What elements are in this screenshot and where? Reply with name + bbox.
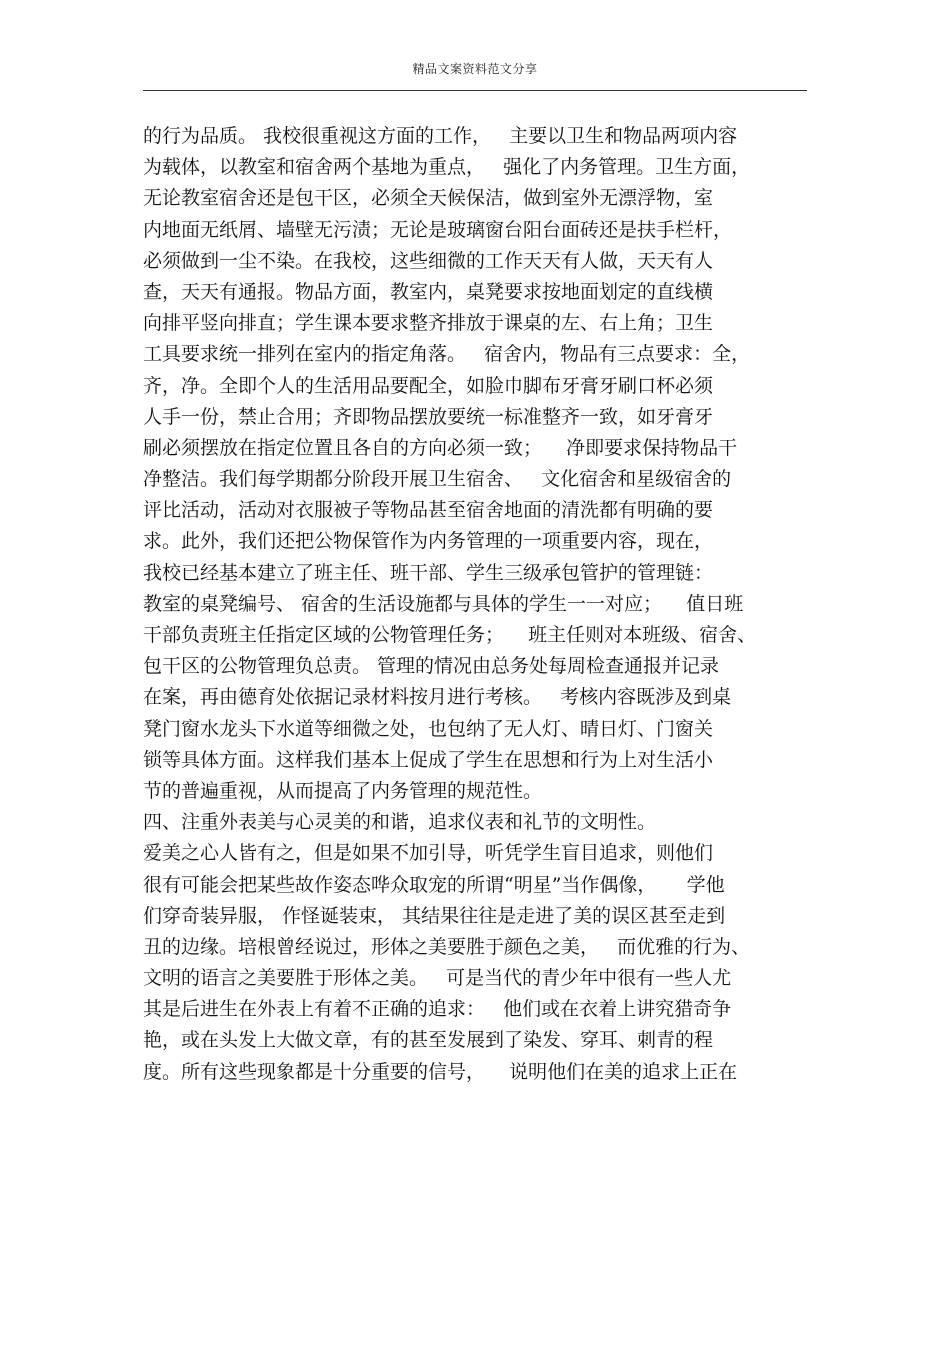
text-line: 为载体，以教室和宿舍两个基地为重点， 强化了内务管理。卫生方面， (143, 156, 751, 179)
text-line: 艳，或在头发上大做文章，有的甚至发展到了染发、穿耳、刺青的程 (143, 1029, 714, 1052)
text-line: 凳门窗水龙头下水道等细微之处，也包纳了无人灯、晴日灯、门窗关 (143, 717, 714, 740)
text-line: 在案，再由德育处依据记录材料按月进行考核。 考核内容既涉及到桌 (143, 686, 732, 709)
section-heading: 四、注重外表美与心灵美的和谐，追求仪表和礼节的文明性。 (143, 811, 657, 834)
text-line: 其是后进生在外表上有着不正确的追求： 他们或在衣着上讲究猎奇争 (143, 998, 732, 1021)
text-line: 人手一份，禁止合用；齐即物品摆放要统一标准整齐一致，如牙膏牙 (143, 405, 714, 428)
text-line: 锁等具体方面。这样我们基本上促成了学生在思想和行为上对生活小 (143, 748, 714, 771)
document-body (143, 121, 823, 1088)
text-line: 我校已经基本建立了班主任、班干部、学生三级承包管护的管理链： (143, 561, 714, 584)
text-line: 求。此外，我们还把公物保管作为内务管理的一项重要内容，现在， (143, 530, 714, 553)
text-line: 刷必须摆放在指定位置且各自的方向必须一致； 净即要求保持物品干 (143, 436, 738, 459)
text-line: 文明的语言之美要胜于形体之美。 可是当代的青少年中很有一些人尤 (143, 967, 732, 990)
text-line: 节的普遍重视，从而提高了内务管理的规范性。 (143, 779, 543, 802)
text-line: 必须做到一尘不染。在我校，这些细微的工作天天有人做，天天有人 (143, 249, 714, 272)
text-line: 们穿奇装异服， 作怪诞装束， 其结果往往是走进了美的误区甚至走到 (143, 904, 726, 927)
text-line: 向排平竖向排直；学生课本要求整齐排放于课桌的左、右上角；卫生 (143, 312, 714, 335)
text-line: 净整洁。我们每学期都分阶段开展卫生宿舍、 文化宿舍和星级宿舍的 (143, 468, 732, 491)
text-line: 查，天天有通报。物品方面，教室内，桌凳要求按地面划定的直线横 (143, 280, 714, 303)
text-line: 工具要求统一排列在室内的指定角落。 宿舍内，物品有三点要求：全， (143, 343, 751, 366)
header-divider (143, 90, 807, 91)
text-line: 的行为品质。 我校很重视这方面的工作， 主要以卫生和物品两项内容 (143, 125, 738, 147)
text-line: 很有可能会把某些故作姿态哗众取宠的所谓“明星”当作偶像， 学他 (143, 873, 725, 896)
text-line: 度。所有这些现象都是十分重要的信号， 说明他们在美的追求上正在 (143, 1060, 738, 1083)
text-line: 丑的边缘。培根曾经说过，形体之美要胜于颜色之美， 而优雅的行为、 (143, 935, 751, 958)
text-line: 内地面无纸屑、墙壁无污渍；无论是玻璃窗台阳台面砖还是扶手栏杆， (143, 218, 733, 241)
text-line: 评比活动，活动对衣服被子等物品甚至宿舍地面的清洗都有明确的要 (143, 499, 714, 522)
page-header: 精品文案资料范文分享 (412, 62, 538, 76)
text-line: 干部负责班主任指定区域的公物管理任务； 班主任则对本班级、宿舍、 (143, 624, 757, 646)
text-line: 教室的桌凳编号、 宿舍的生活设施都与具体的学生一一对应； 值日班 (143, 592, 744, 615)
text-line: 爱美之心人皆有之，但是如果不加引导，听凭学生盲目追求，则他们 (143, 842, 714, 865)
text-line: 无论教室宿舍还是包干区，必须全天候保洁，做到室外无漂浮物，室 (143, 187, 714, 210)
text-line: 齐，净。全即个人的生活用品要配全，如脸巾脚布牙膏牙刷口杯必须 (143, 374, 714, 397)
text-line: 包干区的公物管理负总责。 管理的情况由总务处每周检查通报并记录 (143, 655, 720, 678)
